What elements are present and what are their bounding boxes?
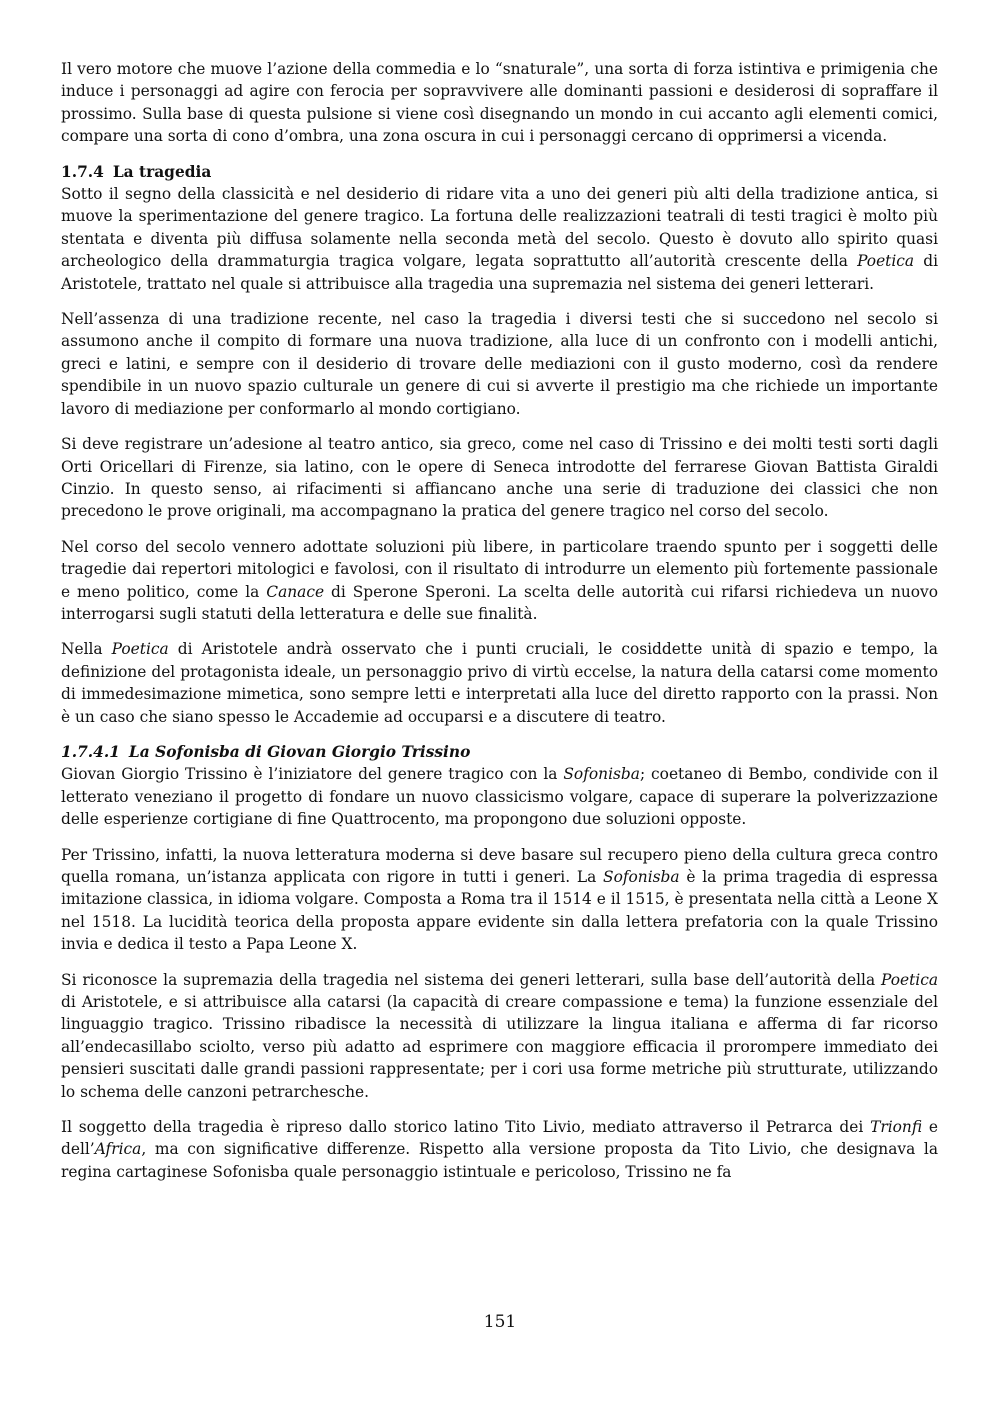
paragraph-sofonisba-1 (61, 763, 938, 830)
text-run: ; coetaneo di Bembo, condivide con il letterato veneziano il progetto di fondare un nuovo classicismo volgare, capace di superare la polverizzazione delle esperienze cortigiane di fine Quattrocento, ma propongono due soluzioni opposte. (61, 765, 938, 829)
text-run: di Aristotele, trattato nel quale si attribuisce alla tragedia una supremazia nel sistema dei generi letterari. (61, 252, 938, 293)
text-run: e dell’ (61, 1118, 938, 1159)
text-run: , ma con significative differenze. Rispetto alla versione proposta da Tito Livio, che designava la regina cartaginese Sofonisba quale personaggio istintuale e pericoloso, Trissino ne fa (61, 1140, 938, 1181)
subsection-number: 1.7.4.1 (61, 742, 120, 761)
paragraph-commedia-motore: Il vero motore che muove l’azione della commedia e lo “snaturale”, una sorta di forza istintiva e primigenia che induce i personaggi ad agire con ferocia per sopravvivere alle dominanti passioni e desiderosi di sopraffare il prossimo. Sulla base di questa pulsione si viene così disegnando un mondo in cui accanto agli elementi comici, compare una sorta di cono d’ombra, una zona oscura in cui i personaggi cercano di opprimersi a vicenda. (61, 60, 938, 146)
section-heading-tragedia (61, 161, 938, 183)
paragraph-sofonisba-3 (61, 969, 938, 1103)
section-number: 1.7.4 (61, 162, 104, 181)
text-run: di Aristotele, e si attribuisce alla catarsi (la capacità di creare compassione e tema) la funzione essenziale del linguaggio tragico. Trissino ribadisce la necessità di utilizzare la lingua italiana e afferma di far ricorso all’endecasillabo sciolto, verso più adatto ad esprimere con maggiore efficacia il prorompere immediato dei pensieri suscitati dalle grandi passioni rappresentate; per i cori usa forme metriche più strutturate, utilizzando lo schema delle canzoni petrarchesche. (61, 993, 938, 1101)
document-page (61, 58, 938, 1196)
page-number: 151 (483, 1312, 517, 1332)
paragraph-tragedia-4 (61, 536, 938, 626)
section-title: La tragedia (112, 162, 212, 181)
italic-title-poetica: Poetica (857, 252, 915, 271)
italic-title-sofonisba: Sofonisba (563, 765, 640, 784)
text-run: Nel corso del secolo vennero adottate soluzioni più libere, in particolare traendo spunto per i soggetti delle tragedie dai repertori mitologici e favolosi, con il risultato di introdurre un elemento più fortemente passionale e meno politico, come la (61, 537, 938, 601)
subsection-heading-sofonisba (61, 741, 938, 763)
italic-title-africa: Africa (94, 1140, 142, 1159)
paragraph-sofonisba-4 (61, 1116, 938, 1183)
italic-title-trionfi: Trionfi (870, 1118, 923, 1137)
text-run: Nella (61, 640, 112, 659)
text-run: Il soggetto della tragedia è ripreso dallo storico latino Tito Livio, mediato attraverso il Petrarca dei (61, 1118, 871, 1137)
text-run: di Aristotele andrà osservato che i punti cruciali, le cosiddette unità di spazio e tempo, la definizione del protagonista ideale, un personaggio privo di virtù eccelse, la natura della catarsi come momento di immedesimazione mimetica, sono sempre letti e interpretati alla luce del diretto rapporto con la prassi. Non è un caso che siano spesso le Accademie ad occuparsi e a discutere di teatro. (61, 640, 938, 726)
text-run: Si riconosce la supremazia della tragedia nel sistema dei generi letterari, sulla base dell’autorità della (61, 970, 881, 989)
paragraph-sofonisba-2 (61, 844, 938, 956)
italic-title-sofonisba: Sofonisba (603, 868, 680, 886)
paragraph-tragedia-3: Si deve registrare un’adesione al teatro antico, sia greco, come nel caso di Trissino e dei molti testi sorti dagli Orti Oricellari di Firenze, sia latino, con le opere di Seneca introdotte del ferrarese Giovan Battista Giraldi Cinzio. In questo senso, ai rifacimenti si affiancano anche una serie di traduzione dei classici che non precedono le prove originali, ma accompagnano la pratica del genere tragico nel corso del secolo. (61, 435, 938, 521)
paragraph-tragedia-5 (61, 638, 938, 728)
text-run: di Sperone Speroni. La scelta delle autorità cui rifarsi richiedeva un nuovo interrogarsi sugli statuti della letteratura e delle sue finalità. (61, 582, 939, 623)
italic-title-poetica: Poetica (111, 640, 169, 659)
subsection-title: La Sofonisba di Giovan Giorgio Trissino (128, 742, 471, 761)
paragraph-tragedia-2: Nell’assenza di una tradizione recente, nel caso la tragedia i diversi testi che si succedono nel secolo si assumono anche il compito di formare una nuova tradizione, alla luce di un confronto con i modelli antichi, greci e latini, e sempre con il desiderio di trovare delle mediazioni con il gusto moderno, così da rendere spendibile in un nuovo spazio culturale un genere di cui si avverte il prestigio ma che richiede un importante lavoro di mediazione per conformarlo al mondo cortigiano. (61, 310, 938, 418)
text-run: Per Trissino, infatti, la nuova letteratura moderna si deve basare sul recupero pieno della cultura greca contro quella romana, un’istanza applicata con rigore in tutti i generi. La (61, 845, 938, 886)
text-run: Giovan Giorgio Trissino è l’iniziatore del genere tragico con la (61, 765, 564, 784)
paragraph-tragedia-1 (61, 183, 938, 295)
italic-title-canace: Canace (266, 582, 325, 601)
text-run: Sotto il segno della classicità e nel desiderio di ridare vita a uno dei generi più alti della tradizione antica, si muove la sperimentazione del genere tragico. La fortuna delle realizzazioni teatrali di testi tragici è molto più stentata e diventa più diffusa solamente nella seconda metà del secolo. Questo è dovuto allo spirito quasi archeologico della drammaturgia tragica volgare, legata soprattutto all’autorità crescente della (61, 185, 938, 271)
text-run: è la prima tragedia di espressa imitazione classica, in idioma volgare. Composta a Roma tra il 1514 e il 1515, è presentata nella città a Leone X nel 1518. La lucidità teorica della proposta appare evidente sin dalla lettera prefatoria con la quale Trissino invia e dedica il testo a Papa Leone X. (61, 868, 938, 954)
italic-title-poetica: Poetica (880, 970, 938, 989)
